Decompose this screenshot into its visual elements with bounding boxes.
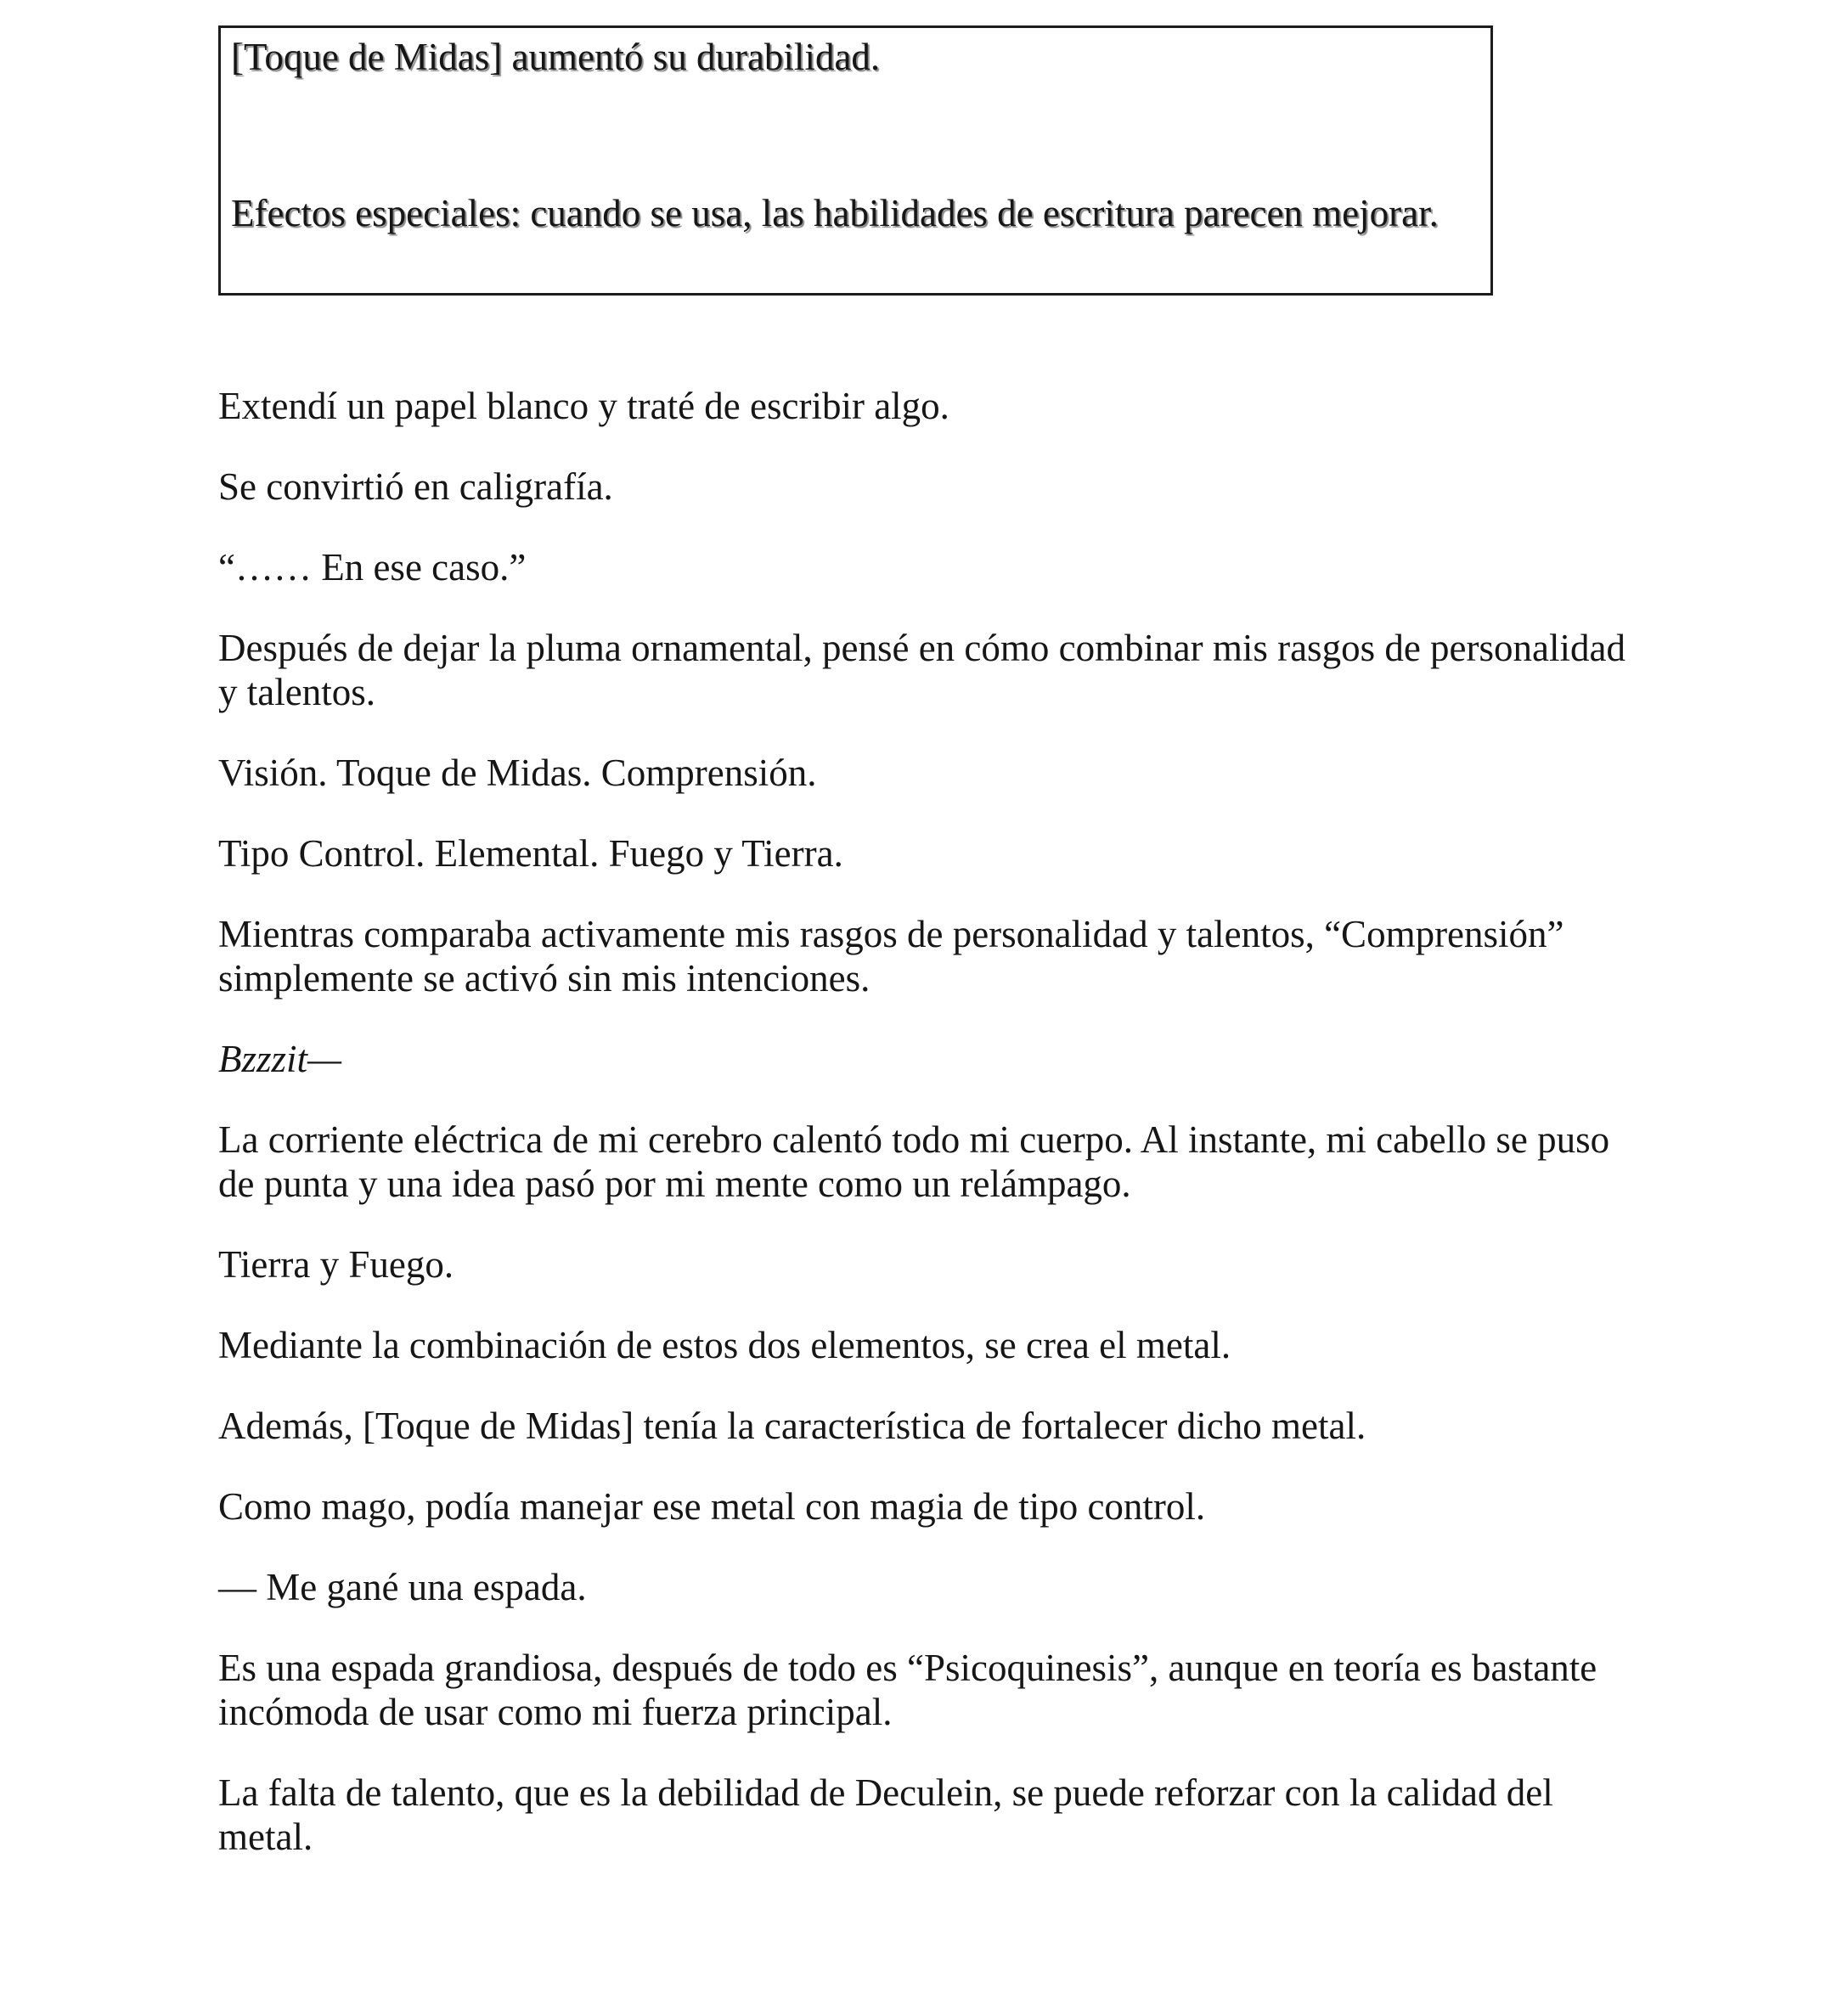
story-paragraph: — Me gané una espada. [218, 1566, 587, 1608]
story-paragraph: Se convirtió en caligrafía. [218, 465, 613, 508]
story-paragraphs [218, 384, 1632, 1895]
story-paragraph: La falta de talento, que es la debilidad de Deculein, se puede reforzar con la calidad del metal. [218, 1771, 1553, 1858]
story-paragraph: Mientras comparaba activamente mis rasgos de personalidad y talentos, “Comprensión” simplemente se activó sin mis intenciones. [218, 913, 1564, 1000]
story-paragraph: Es una espada grandiosa, después de todo es “Psicoquinesis”, aunque en teoría es bastante incómoda de usar como mi fuerza principal. [218, 1647, 1597, 1733]
story-paragraph: Después de dejar la pluma ornamental, pensé en cómo combinar mis rasgos de personalidad y talentos. [218, 627, 1625, 713]
story-paragraph: Bzzzit— [218, 1038, 342, 1080]
story-paragraph: La corriente eléctrica de mi cerebro calentó todo mi cuerpo. Al instante, mi cabello se puso de punta y una idea pasó por mi mente como un relámpago. [218, 1118, 1610, 1205]
story-paragraph: Tipo Control. Elemental. Fuego y Tierra. [218, 832, 843, 875]
story-paragraph: Además, [Toque de Midas] tenía la característica de fortalecer dicho metal. [218, 1405, 1366, 1447]
story-paragraph: Como mago, podía manejar ese metal con magia de tipo control. [218, 1485, 1206, 1528]
item-status-window [218, 25, 1493, 296]
story-paragraph: Mediante la combinación de estos dos elementos, se crea el metal. [218, 1324, 1231, 1366]
item-special-effects-text: Efectos especiales: cuando se usa, las habilidades de escritura parecen mejorar. [231, 192, 1439, 234]
story-paragraph: “…… En ese caso.” [218, 546, 527, 588]
item-durability-text: [Toque de Midas] aumentó su durabilidad. [231, 36, 881, 78]
story-paragraph: Tierra y Fuego. [218, 1243, 454, 1286]
story-paragraph: Visión. Toque de Midas. Comprensión. [218, 752, 817, 794]
story-paragraph: Extendí un papel blanco y traté de escribir algo. [218, 385, 949, 427]
